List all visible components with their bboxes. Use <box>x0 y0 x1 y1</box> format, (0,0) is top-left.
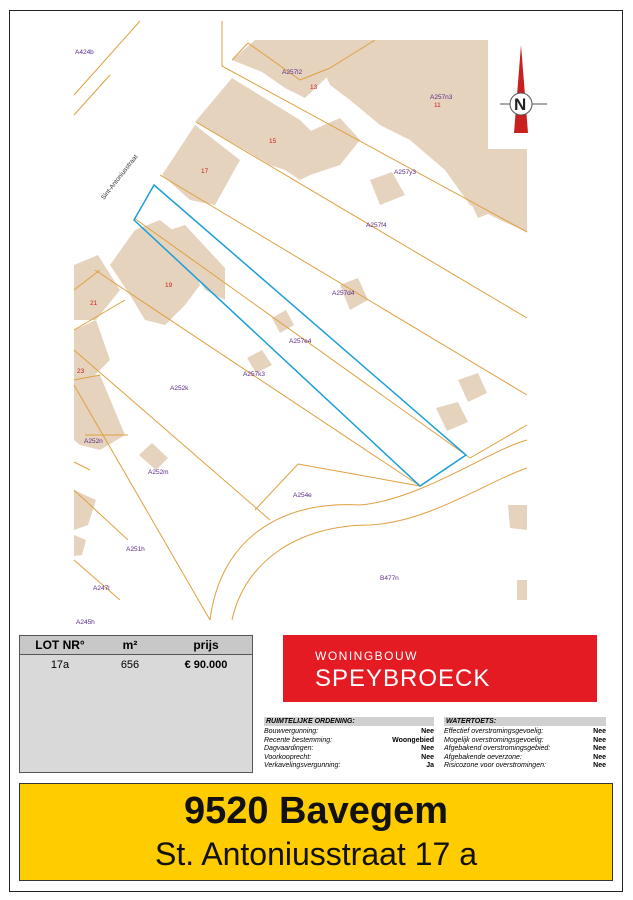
house-number: 23 <box>77 368 85 375</box>
house-number: 15 <box>269 138 277 145</box>
parcel-label: A257f4 <box>366 222 387 229</box>
watertoets-title: WATERTOETS: <box>444 717 606 726</box>
cell-lot: 17a <box>50 659 70 671</box>
parcel-label: A257e4 <box>289 338 312 345</box>
building <box>370 172 405 205</box>
parcel-label: A252n <box>84 438 103 445</box>
parcel-label: A257d4 <box>332 290 355 297</box>
list-item: Afgebakend overstromingsgebied: Nee <box>444 745 606 753</box>
building <box>247 350 272 373</box>
svg-text:N: N <box>514 95 527 114</box>
company-logo <box>283 635 597 702</box>
ruimtelijke-ordening-panel <box>264 717 434 771</box>
parcel-label: A424b <box>75 49 94 56</box>
watertoets-panel <box>444 717 606 771</box>
house-number: 21 <box>90 300 98 307</box>
cadastral-map <box>74 21 528 626</box>
parcel-label: A245h <box>76 619 95 626</box>
list-item: Recente bestemming: Woongebied <box>264 736 434 744</box>
parcel-label: A252k <box>170 385 189 392</box>
building <box>458 373 487 402</box>
city-title: 9520 Bavegem <box>183 790 449 832</box>
parcel-label: A254e <box>293 492 312 499</box>
house-number: 11 <box>434 102 441 109</box>
parcel-label: A257n3 <box>430 94 453 101</box>
ruimtelijke-title: RUIMTELIJKE ORDENING: <box>264 717 434 726</box>
house-number: 19 <box>165 282 173 289</box>
header-lot: LOT NR° <box>35 638 85 652</box>
parcel-label: A251h <box>126 546 145 553</box>
buildings <box>74 40 527 600</box>
parcel-label: B477n <box>380 575 399 582</box>
parcel-label: A257l2 <box>282 69 303 76</box>
building <box>74 490 96 530</box>
header-price: prijs <box>193 638 219 652</box>
building <box>517 580 527 600</box>
header-area: m² <box>122 638 138 652</box>
list-item: Dagvaardingen: Nee <box>264 745 434 753</box>
building <box>139 443 168 470</box>
list-item: Bouwvergunning: Nee <box>264 728 434 735</box>
street-name-label: Sint-Antoniusstraat <box>100 153 140 202</box>
parcel-label: A257y3 <box>394 169 417 176</box>
list-item: Risicozone voor overstromingen: Nee <box>444 762 606 770</box>
street-address: St. Antoniusstraat 17 a <box>155 836 477 872</box>
cell-price: € 90.000 <box>184 659 228 671</box>
address-banner <box>19 783 613 881</box>
list-item: Afgebakende oeverzone: Nee <box>444 753 606 761</box>
house-number: 17 <box>201 168 209 175</box>
parcel-label: A247l <box>93 585 110 592</box>
building <box>436 402 468 431</box>
list-item: Verkavelingsvergunning: Ja <box>264 762 434 770</box>
list-item: Voorkooprecht: Nee <box>264 753 434 761</box>
logo-line1: WONINGBOUW <box>315 649 418 663</box>
building <box>508 505 527 530</box>
list-item: Mogelijk overstromingsgevoelig: Nee <box>444 736 606 744</box>
lot-table <box>19 635 253 773</box>
list-item: Effectief overstromingsgevoelig: Nee <box>444 728 606 735</box>
lot-table-header <box>20 636 252 655</box>
parcel-label: A252m <box>148 469 169 476</box>
house-number: 13 <box>310 84 318 91</box>
table-row <box>20 655 252 675</box>
cell-area: 656 <box>120 659 140 671</box>
building <box>74 535 86 556</box>
parcel-label: A257k3 <box>243 371 266 378</box>
logo-line2: SPEYBROECK <box>315 665 491 692</box>
